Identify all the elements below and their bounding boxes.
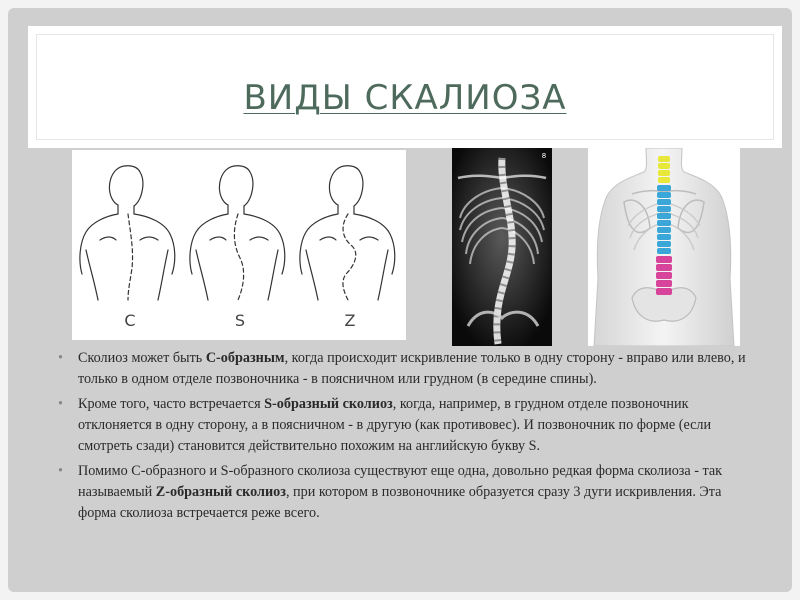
slide-title: ВИДЫ СКАЛИОЗА <box>243 78 567 118</box>
skeleton-graphic <box>588 148 740 346</box>
label-c: C <box>124 311 136 330</box>
scoliosis-types-drawing <box>72 150 406 340</box>
label-s: S <box>234 311 246 330</box>
xray-graphic <box>452 148 552 346</box>
bullet-text-pre: Кроме того, часто встречается <box>78 396 265 412</box>
lumbar-spine <box>656 256 672 295</box>
bullet-text-post: , когда происходит искривление только в одну сторону - вправо или влево, и только в одном отделе позвоночника - в поясничном или грудном (в середине спины). <box>78 350 746 387</box>
bullet-item-s-shape <box>56 394 746 457</box>
bullet-dot: • <box>58 463 63 479</box>
bullet-text-pre: Сколиоз может быть <box>78 350 206 366</box>
colored-spine-illustration <box>588 148 740 346</box>
bullet-list <box>56 348 746 528</box>
bullet-text-post: , когда, например, в грудном отделе позвоночник отклоняется в одну сторону, а в поясничном - в другую (как противовес). И позвоночник по форме (если смотреть сзади) становится действительно похожим на английскую букву S. <box>78 396 712 454</box>
back-figure-s <box>190 166 285 300</box>
bullet-item-z-shape <box>56 461 746 524</box>
bullet-text-post: , при котором в позвоночнике образуется сразу 3 дуги искривления. Эта форма сколиоза встречается реже всего. <box>78 484 722 521</box>
xray-marker: 8 <box>541 152 547 160</box>
back-figure-c <box>80 166 175 300</box>
bullet-dot: • <box>58 350 63 366</box>
spine-xray-image <box>452 148 552 346</box>
bullet-text-bold: S-образный сколиоз <box>264 396 393 412</box>
back-figure-z <box>300 166 395 300</box>
title-box <box>28 26 782 148</box>
back-outline-drawings <box>72 150 406 340</box>
bullet-dot: • <box>58 396 63 412</box>
bullet-text-bold: С-образным <box>205 350 285 366</box>
bullet-text-bold: Z-образный сколиоз <box>155 484 286 500</box>
label-z: Z <box>344 311 356 330</box>
bullet-item-c-shape <box>56 348 746 390</box>
bullet-text-pre: Помимо С-образного и S-образного сколиоза существуют еще одна, довольно редкая форма сколиоза - так называемый <box>78 463 723 500</box>
